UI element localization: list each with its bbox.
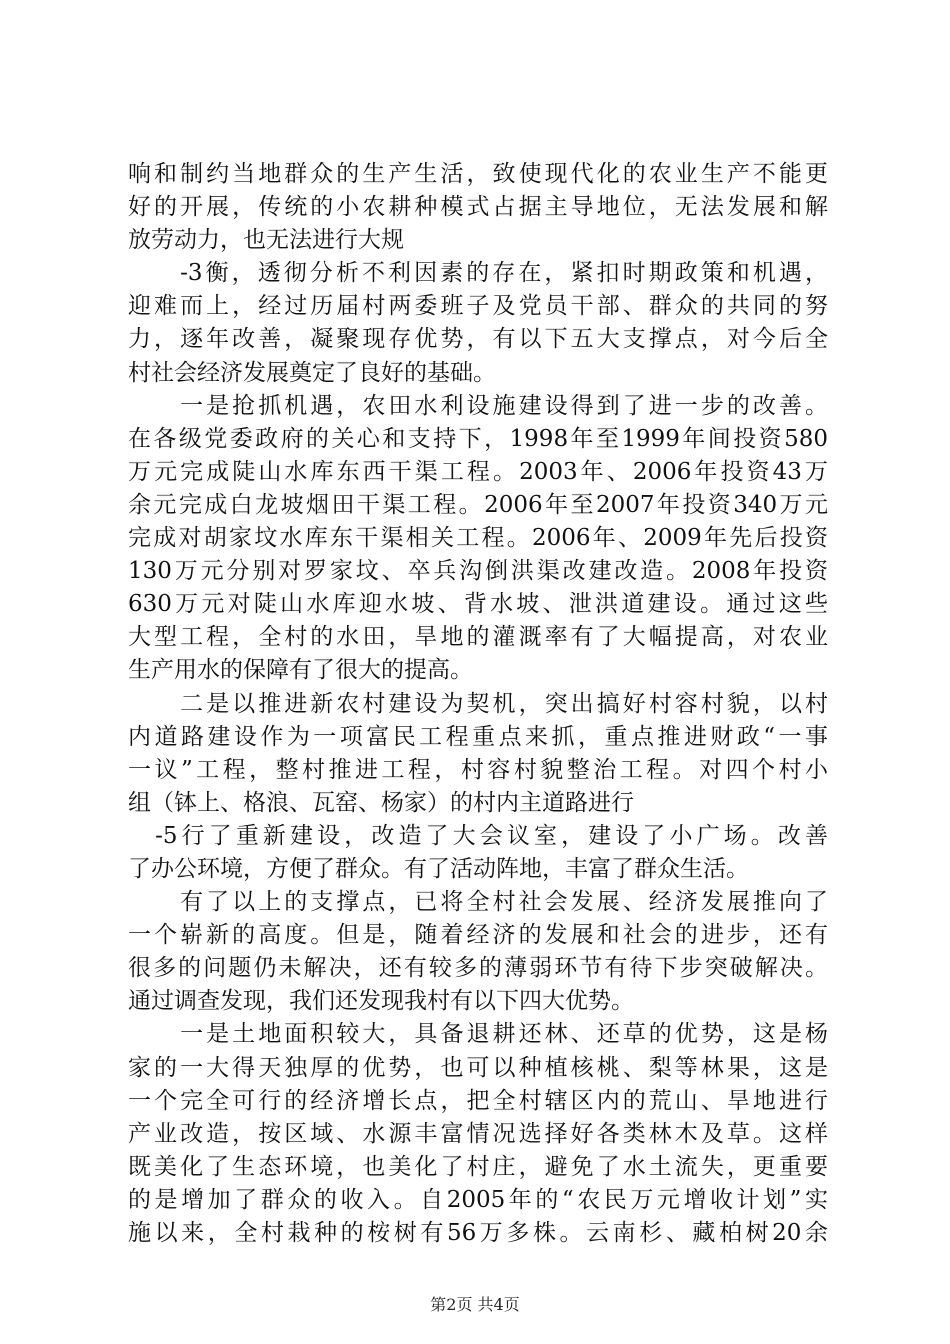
text-line: 的是增加了群众的收入。自2005年的“农民万元增收计划”实: [128, 1186, 828, 1213]
text-line: 了办公环境，方便了群众。有了活动阵地，丰富了群众生活。: [128, 855, 749, 882]
text-line: 130万元分别对罗家坟、卒兵沟倒洪渠改建改造。2008年投资: [128, 558, 828, 585]
text-line: 组（钵上、格浪、瓦窑、杨家）的村内主道路进行: [128, 789, 634, 816]
text-line: 响和制约当地群众的生产生活，致使现代化的农业生产不能更: [128, 161, 828, 187]
text-line: 放劳动力，也无法进行大规: [128, 227, 404, 254]
text-line: 一是抢抓机遇，农田水利设施建设得到了进一步的改善。: [128, 392, 828, 419]
text-line: 家的一大得天独厚的优势，也可以种植核桃、梨等林果，这是: [128, 1054, 828, 1081]
text-line: 余元完成白龙坡烟田干渠工程。2006年至2007年投资340万元: [128, 491, 828, 518]
text-line: 力，逐年改善，凝聚现存优势，有以下五大支撑点，对今后全: [128, 326, 828, 353]
text-line: 二是以推进新农村建设为契机，突出搞好村容村貌，以村: [128, 690, 828, 717]
text-line: 大型工程，全村的水田，旱地的灌溉率有了大幅提高，对农业: [128, 624, 828, 651]
text-line: 产业改造，按区域、水源丰富情况选择好各类林木及草。这样: [128, 1120, 828, 1147]
text-line: 很多的问题仍未解决，还有较多的薄弱环节有待下步突破解决。: [128, 955, 828, 982]
text-line: -5行了重新建设，改造了大会议室，建设了小广场。改善: [128, 822, 828, 849]
text-line: 内道路建设作为一项富民工程重点来抓，重点推进财政“一事: [128, 723, 828, 750]
text-line: 通过调查发现，我们还发现我村有以下四大优势。: [128, 988, 634, 1015]
text-line: 生产用水的保障有了很大的提高。: [128, 657, 473, 684]
text-line: 完成对胡家坟水库东干渠相关工程。2006年、2009年先后投资: [128, 525, 828, 552]
body-text: [128, 158, 828, 1250]
text-line: 迎难而上，经过历届村两委班子及党员干部、群众的共同的努: [128, 293, 828, 320]
text-line: 有了以上的支撑点，已将全村社会发展、经济发展推向了: [128, 889, 828, 916]
page-footer: 第2页 共4页: [430, 1295, 520, 1314]
text-line: 好的开展，传统的小农耕种模式占据主导地位，无法发展和解: [128, 194, 828, 221]
text-line: 630万元对陡山水库迎水坡、背水坡、泄洪道建设。通过这些: [128, 591, 828, 618]
text-line: 在各级党委政府的关心和支持下，1998年至1999年间投资580: [128, 425, 828, 452]
text-line: 万元完成陡山水库东西干渠工程。2003年、2006年投资43万: [128, 458, 828, 485]
text-line: 一个崭新的高度。但是，随着经济的发展和社会的进步，还有: [128, 922, 828, 949]
text-line: 一议”工程，整村推进工程，村容村貌整治工程。对四个村小: [128, 756, 828, 783]
text-line: -3衡，透彻分析不利因素的存在，紧扣时期政策和机遇，: [128, 260, 828, 287]
text-line: 一是土地面积较大，具备退耕还林、还草的优势，这是杨: [128, 1021, 828, 1048]
text-line: 一个完全可行的经济增长点，把全村辖区内的荒山、旱地进行: [128, 1087, 828, 1114]
text-line: 村社会经济发展奠定了良好的基础。: [128, 359, 496, 386]
text-line: 既美化了生态环境，也美化了村庄，避免了水土流失，更重要: [128, 1153, 828, 1180]
text-line: 施以来，全村栽种的桉树有56万多株。云南杉、藏柏树20余: [128, 1220, 828, 1246]
